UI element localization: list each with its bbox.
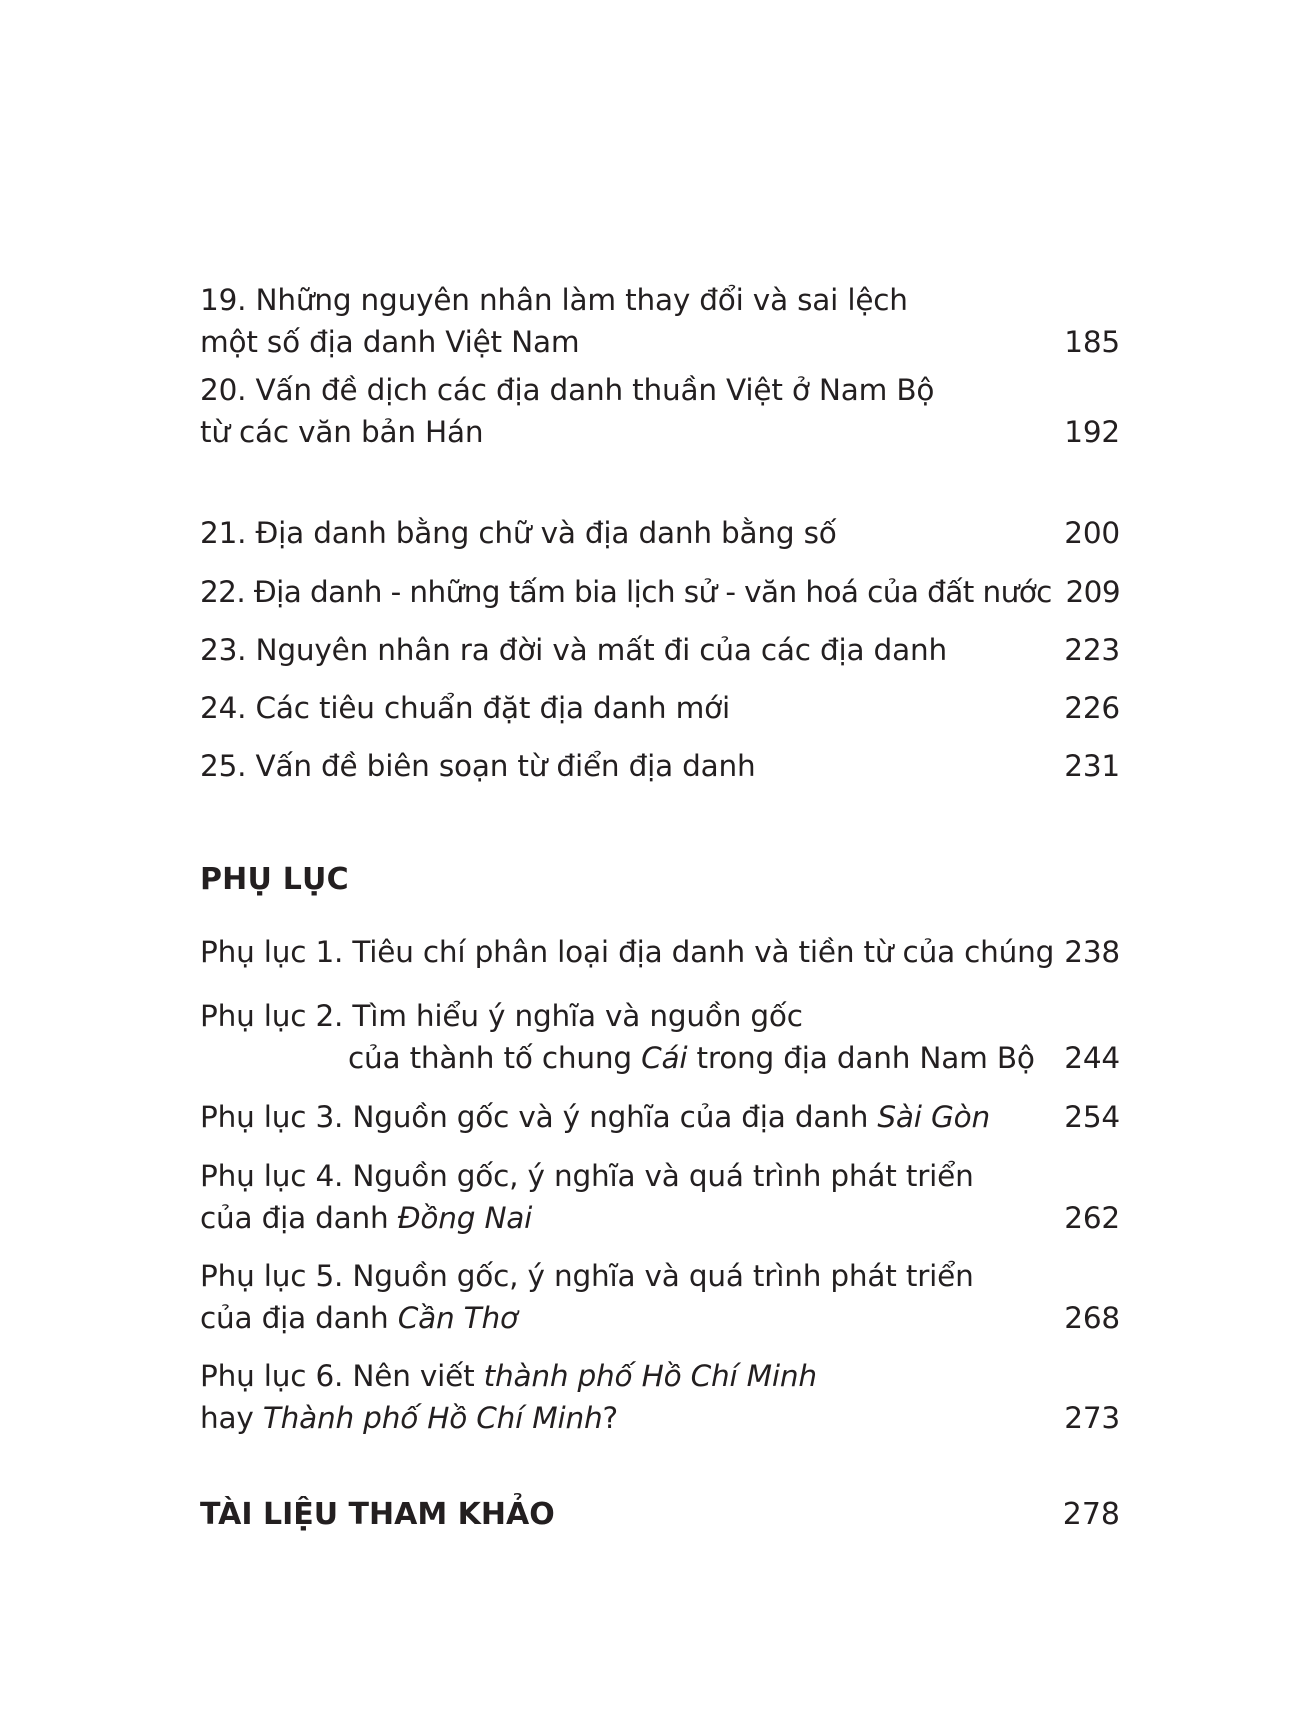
entry-title-line: Phụ lục 5. Nguồn gốc, ý nghĩa và quá trình phát triển [200, 1259, 974, 1293]
entry-title-line: Phụ lục 1. Tiêu chí phân loại địa danh và tiền từ của chúng [200, 935, 1055, 969]
entry-title-line: 23. Nguyên nhân ra đời và mất đi của các địa danh [200, 633, 947, 667]
toc-entry [200, 369, 1120, 453]
page-number: 262 [1064, 1201, 1120, 1235]
references-heading: TÀI LIỆU THAM KHẢO [200, 1497, 555, 1532]
page-number: 223 [1064, 633, 1120, 667]
page-number: 254 [1064, 1100, 1120, 1134]
entry-title-line: Phụ lục 2. Tìm hiểu ý nghĩa và nguồn gốc [200, 999, 803, 1033]
page-number: 278 [1062, 1497, 1120, 1532]
page-number: 238 [1064, 935, 1120, 969]
entry-title-line: của thành tố chung Cái trong địa danh Nam Bộ [348, 1041, 1035, 1075]
page-number: 192 [1064, 415, 1120, 449]
toc-entry [200, 687, 1120, 729]
entry-title-line: Phụ lục 4. Nguồn gốc, ý nghĩa và quá trình phát triển [200, 1159, 974, 1193]
toc-entry [200, 1255, 1120, 1339]
toc-entry [200, 931, 1120, 973]
page-number: 231 [1064, 749, 1120, 783]
entry-title-line: Phụ lục 6. Nên viết thành phố Hồ Chí Minh [200, 1359, 817, 1393]
references-entry [200, 1494, 1120, 1536]
page-number: 200 [1064, 516, 1120, 550]
page-number: 244 [1064, 1041, 1120, 1075]
entry-title-line: 20. Vấn đề dịch các địa danh thuần Việt ở Nam Bộ [200, 373, 935, 407]
entry-title-line: 22. Địa danh - những tấm bia lịch sử - văn hoá của đất nước [200, 575, 1052, 609]
entry-title-line: hay Thành phố Hồ Chí Minh? [200, 1401, 619, 1435]
toc-entry [200, 1155, 1120, 1239]
page-number: 209 [1065, 575, 1120, 609]
entry-title-line: 19. Những nguyên nhân làm thay đổi và sai lệch [200, 283, 908, 317]
entry-title-line: 25. Vấn đề biên soạn từ điển địa danh [200, 749, 756, 783]
entry-title-line: 24. Các tiêu chuẩn đặt địa danh mới [200, 691, 730, 725]
toc-entry [200, 745, 1120, 787]
entry-title-line: 21. Địa danh bằng chữ và địa danh bằng số [200, 516, 837, 550]
toc-entry [200, 512, 1120, 554]
toc-entry [200, 1355, 1120, 1439]
page-number: 185 [1064, 325, 1120, 359]
page-number: 273 [1064, 1401, 1120, 1435]
entry-title-line: từ các văn bản Hán [200, 415, 484, 449]
toc-entry [200, 995, 1120, 1079]
entry-title-line: của địa danh Cần Thơ [200, 1301, 518, 1335]
page-number: 268 [1064, 1301, 1120, 1335]
toc-entry [200, 629, 1120, 671]
entry-title-line: của địa danh Đồng Nai [200, 1201, 533, 1235]
appendix-heading: PHỤ LỤC [200, 862, 349, 897]
entry-title-line: một số địa danh Việt Nam [200, 325, 580, 359]
toc-entry [200, 571, 1120, 613]
toc-entry [200, 279, 1120, 363]
entry-title-line: Phụ lục 3. Nguồn gốc và ý nghĩa của địa danh Sài Gòn [200, 1100, 990, 1134]
page-number: 226 [1064, 691, 1120, 725]
toc-entry [200, 1096, 1120, 1138]
